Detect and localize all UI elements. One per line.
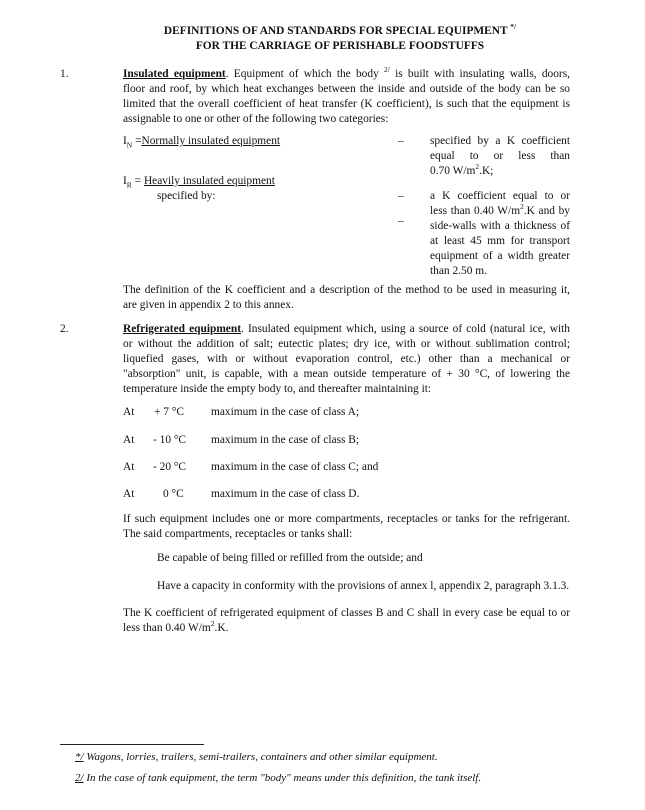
k-definition — [123, 283, 570, 313]
section-2-number: 2. — [60, 323, 69, 335]
cat-r-label: Heavily insulated equipment — [143, 175, 275, 187]
cat-n-spec-l3-a: 0.70 W/m — [430, 165, 476, 177]
cat-r-spec1-line-1: a K coefficient equal to or — [430, 190, 570, 202]
title-footnote-ref: */ — [510, 22, 517, 32]
footnote-2-text: In the case of tank equipment, the term "body" means under this definition, the tank itself. — [83, 772, 482, 784]
page-title — [60, 24, 620, 39]
cat-n-label: Normally insulated equipment — [141, 135, 281, 147]
k-coefficient-l2-b: .K. — [214, 622, 229, 634]
cat-r-subscript: R — [126, 180, 132, 190]
class-desc: maximum in the case of class B; — [211, 434, 360, 446]
title-line-1: DEFINITIONS OF AND STANDARDS FOR SPECIAL EQUIPMENT — [163, 25, 508, 37]
cat-r-spec2-line-1: side-walls with a thickness of — [430, 220, 570, 232]
cat-r-dash-2: – — [398, 215, 404, 227]
section-1-intro-b: is built with insulating walls, doors, — [389, 68, 570, 80]
footnote-2 — [75, 771, 481, 786]
section-2-line-1 — [123, 322, 570, 337]
cat-n-spec-line-3 — [430, 164, 570, 179]
category-normally-insulated — [123, 134, 280, 149]
page-subtitle: FOR THE CARRIAGE OF PERISHABLE FOODSTUFFS — [195, 40, 485, 52]
section-2-heading: Refrigerated equipment — [123, 323, 241, 335]
footnote-2-mark: 2/ — [75, 772, 84, 784]
class-desc: maximum in the case of class A; — [211, 406, 360, 418]
cat-r-spec2-line-4: than 2.50 m. — [430, 265, 487, 277]
category-heavily-insulated — [123, 174, 275, 189]
class-at: At — [123, 434, 135, 446]
class-at: At — [123, 406, 135, 418]
section-1-intro — [123, 67, 570, 127]
section-1-heading: Insulated equipment — [123, 68, 226, 80]
class-temp: + 7 °C — [154, 406, 184, 418]
cat-r-spec — [430, 189, 570, 279]
footnote-1-text: Wagons, lorries, trailers, semi-trailers, containers and other similar equipment. — [83, 751, 438, 763]
class-temp: 0 °C — [163, 488, 184, 500]
cat-r-spec1-l2-b: .K and by — [523, 205, 570, 217]
k-coefficient-line-1: The K coefficient of refrigerated equipment of classes B and C shall in every case be equal to or — [123, 607, 570, 619]
class-temp: - 10 °C — [153, 434, 187, 446]
section-1-intro-a: . Equipment of which the body — [225, 68, 379, 80]
k-coefficient-line-2 — [123, 621, 570, 636]
cat-r-spec2-line-2: at least 45 mm for transport — [430, 235, 570, 247]
section-2-intro — [123, 322, 570, 397]
cat-r-spec1-l2-a: less than 0.40 W/m — [430, 205, 521, 217]
footnote-separator — [60, 744, 204, 745]
requirement-2: Have a capacity in conformity with the provisions of annex l, appendix 2, paragraph 3.1.3. — [157, 580, 570, 592]
class-at: At — [123, 488, 135, 500]
cat-r-sep: = — [131, 175, 144, 187]
section-2-line-3: liquefied gases, with or without evaporation control, etc.) other than a mechanical or — [123, 353, 570, 365]
cat-r-spec1-l2-sup: 2 — [520, 202, 524, 212]
section-1-line-2: floor and roof, by which heat exchanges between the inside and outside of the body can be so — [123, 83, 570, 95]
cat-n-spec — [430, 134, 570, 179]
class-desc: maximum in the case of class D. — [211, 488, 360, 500]
cat-r-symbol: I — [123, 175, 127, 187]
k-definition-line-2: are given in appendix 2 to this annex. — [123, 299, 294, 311]
section-2-line-2: or without the addition of salt; eutectic plates; dry ice, with or without sublimation control; — [123, 338, 570, 350]
footnote-1 — [75, 750, 438, 765]
cat-r-spec1-line-2 — [430, 204, 570, 219]
compartments-line-1: If such equipment includes one or more compartments, receptacles or tanks for the refrigerant. — [123, 513, 570, 525]
cat-r-specified-by: specified by: — [157, 190, 216, 202]
section-2-line-5: temperature inside the empty body to, and thereafter maintaining it: — [123, 383, 432, 395]
cat-n-sep: = — [132, 135, 142, 147]
k-definition-line-1: The definition of the K coefficient and a description of the method to be used in measuring it, — [123, 284, 570, 296]
section-1-line-3: limited that the overall coefficient of heat transfer (K coefficient), is such that the equipment is — [123, 98, 570, 110]
k-coefficient-l2-a: less than 0.40 W/m — [123, 622, 211, 634]
k-coefficient-l2-sup: 2 — [210, 619, 215, 629]
cat-n-dash: – — [398, 135, 404, 147]
k-coefficient-paragraph — [123, 606, 570, 636]
footnote-ref-2: 2/ — [384, 65, 390, 75]
class-at: At — [123, 461, 135, 473]
compartments-paragraph — [123, 512, 570, 542]
cat-n-spec-l3-sup: 2 — [475, 162, 480, 172]
section-1-line-4: assignable to one or other of the following two categories: — [123, 113, 389, 125]
section-1-number: 1. — [60, 68, 69, 80]
cat-r-dash-1: – — [398, 190, 404, 202]
requirement-1: Be capable of being filled or refilled from the outside; and — [157, 552, 423, 564]
cat-n-symbol: I — [123, 135, 127, 147]
section-2-line-1-rest: . Insulated equipment which, using a source of cold (natural ice, with — [241, 323, 570, 335]
compartments-line-2: The said compartments, receptacles or tanks shall: — [123, 528, 353, 540]
class-desc: maximum in the case of class C; and — [211, 461, 379, 473]
cat-n-spec-line-1: specified by a K coefficient — [430, 135, 570, 147]
cat-n-spec-line-2: equal to or less than — [430, 150, 570, 162]
cat-n-spec-l3-b: .K; — [479, 165, 494, 177]
section-2-line-4: "absorption" unit, is capable, with a mean outside temperature of + 30 °C, of lowering the — [123, 368, 570, 380]
cat-n-subscript: N — [126, 140, 133, 150]
section-1-line-1 — [123, 67, 570, 82]
footnote-1-mark: */ — [75, 751, 84, 763]
class-temp: - 20 °C — [153, 461, 187, 473]
cat-r-spec2-line-3: equipment of a width greater — [430, 250, 570, 262]
